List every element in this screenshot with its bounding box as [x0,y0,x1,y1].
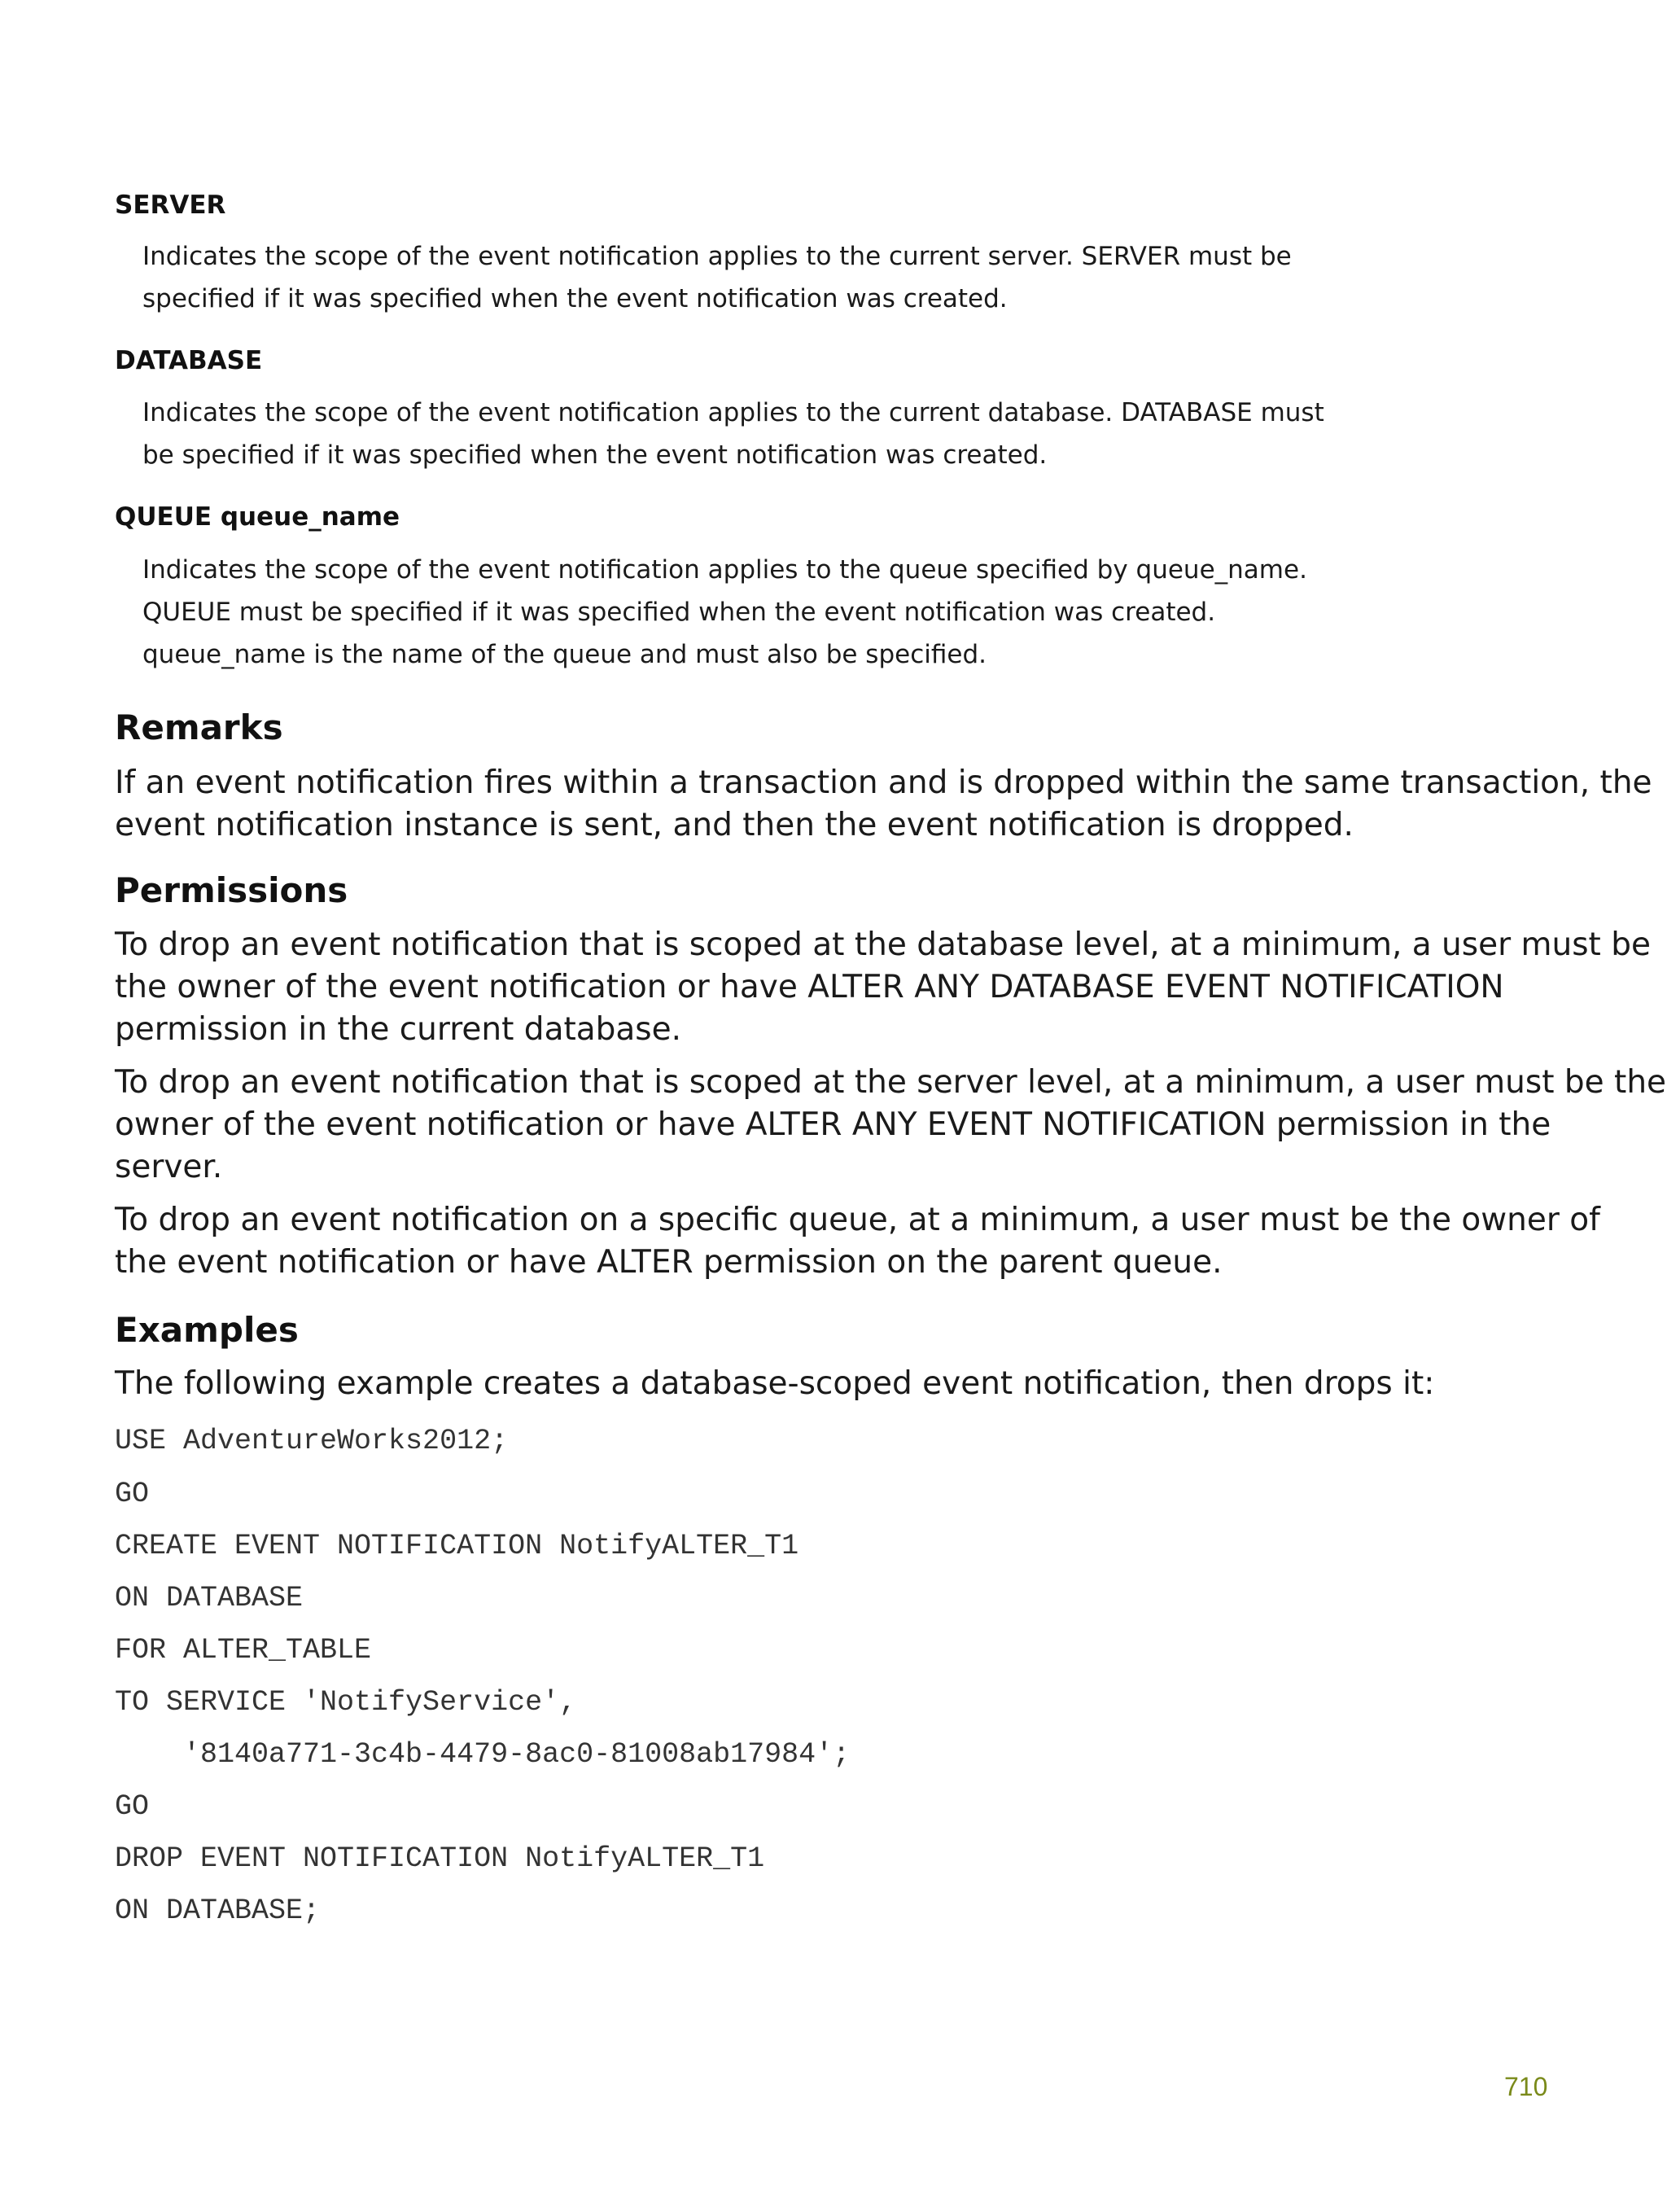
examples-intro: The following example creates a database-scoped event notification, then drops it: [115,1365,1435,1402]
argument-description-line: Indicates the scope of the event notification applies to the current database. DATABASE must [142,398,1324,427]
code-line: USE AdventureWorks2012; [115,1425,509,1457]
permissions-line: To drop an event notification that is scoped at the database level, at a minimum, a user must be [115,926,1651,963]
permissions-line: To drop an event notification that is scoped at the server level, at a minimum, a user must be the [115,1064,1667,1101]
remarks-heading: Remarks [115,707,283,747]
argument-description-line: Indicates the scope of the event notification applies to the queue specified by queue_name. [142,555,1307,585]
permissions-line: owner of the event notification or have ALTER ANY EVENT NOTIFICATION permission in the [115,1106,1551,1143]
argument-term-queue: QUEUE queue_name [115,502,400,532]
remarks-line: event notification instance is sent, and then the event notification is dropped. [115,807,1354,843]
examples-heading: Examples [115,1310,299,1350]
code-line: ON DATABASE [115,1582,304,1614]
permissions-line: To drop an event notification on a specific queue, at a minimum, a user must be the owner of [115,1202,1600,1238]
code-line: TO SERVICE 'NotifyService', [115,1686,577,1719]
code-line: ON DATABASE; [115,1894,321,1927]
page-number: 710 [1504,2072,1548,2101]
permissions-line: the owner of the event notification or have ALTER ANY DATABASE EVENT NOTIFICATION [115,969,1504,1005]
argument-description-line: queue_name is the name of the queue and must also be specified. [142,640,987,669]
argument-term-server: SERVER [115,191,226,220]
code-line: CREATE EVENT NOTIFICATION NotifyALTER_T1 [115,1530,799,1562]
code-line: GO [115,1790,150,1823]
argument-description-line: Indicates the scope of the event notification applies to the current server. SERVER must be [142,242,1292,271]
code-line: FOR ALTER_TABLE [115,1634,372,1667]
code-line: GO [115,1478,150,1510]
permissions-line: server. [115,1149,223,1185]
permissions-heading: Permissions [115,870,348,910]
argument-term-database: DATABASE [115,346,263,375]
argument-description-line: specified if it was specified when the event notification was created. [142,284,1008,313]
code-line: DROP EVENT NOTIFICATION NotifyALTER_T1 [115,1842,765,1875]
argument-description-line: be specified if it was specified when the event notification was created. [142,440,1048,470]
code-line: '8140a771-3c4b-4479-8ac0-81008ab17984'; [115,1738,851,1771]
argument-description-line: QUEUE must be specified if it was specified when the event notification was created. [142,598,1216,627]
remarks-line: If an event notification fires within a transaction and is dropped within the same transaction, the [115,764,1652,801]
permissions-line: the event notification or have ALTER permission on the parent queue. [115,1244,1223,1281]
permissions-line: permission in the current database. [115,1011,682,1048]
